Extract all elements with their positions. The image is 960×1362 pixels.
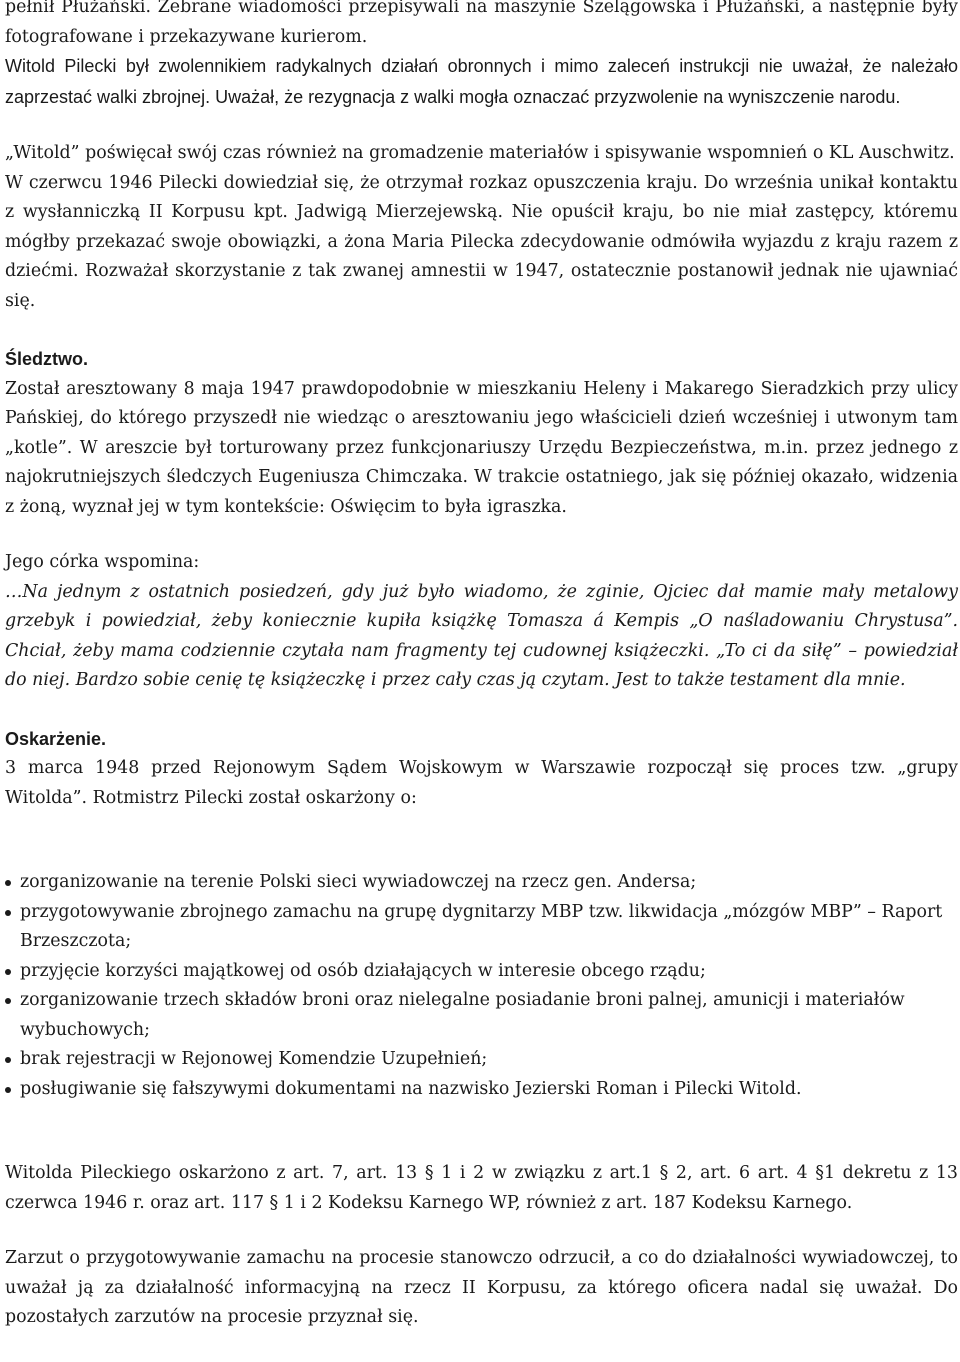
list-item: posługiwanie się fałszywymi dokumentami na nazwisko Jezierski Roman i Pilecki Witold. xyxy=(5,1075,958,1105)
text-resignation: Uważał, że rezygnacja z walki mogła oznaczać przyzwolenie na wyniszczenie narodu. xyxy=(210,86,901,107)
text-pilecki-radical: Witold Pilecki był zwolennikiem radykalnych działań obronnych i mimo zaleceń instrukcji nie uważał, że należało zaprzestać walki zbrojnej. xyxy=(5,56,958,107)
heading-indictment: Oskarżenie. xyxy=(5,728,107,749)
text-amnesty: Rozważał skorzystanie z tak zwanej amnestii w 1947, ostatecznie postanowił jednak nie ujawniać się. xyxy=(5,261,958,311)
spacer xyxy=(5,1218,958,1244)
list-item: przygotowywanie zbrojnego zamachu na grupę dygnitarzy MBP tzw. likwidacja „mózgów MBP” – Raport Brzeszczota; xyxy=(5,898,958,957)
paragraph-trial: 3 marca 1948 przed Rejonowym Sądem Wojskowym w Warszawie rozpoczął się proces tzw. „grupy Witolda”. Rotmistrz Pilecki został oskarżony o: xyxy=(5,758,958,808)
spacer xyxy=(5,113,958,139)
paragraph-intro xyxy=(5,0,958,113)
spacer xyxy=(5,696,958,725)
spacer xyxy=(5,316,958,345)
paragraph-order-to-leave xyxy=(5,169,958,317)
document-page xyxy=(5,0,958,1333)
text-june-1946: W czerwcu 1946 Pilecki dowiedział się, że otrzymał rozkaz opuszczenia kraju. xyxy=(5,172,698,193)
text-until-september: Do września unikał kontaktu z wysłanniczką II Korpusu kpt. Jadwigą Mierzejewską. xyxy=(5,172,958,222)
spacer xyxy=(5,522,958,548)
charges-list xyxy=(5,868,958,1104)
list-item: brak rejestracji w Rejonowej Komendzie Uzupełnień; xyxy=(5,1045,958,1075)
text-did-not-leave: Nie opuścił kraju, bo nie miał zastępcy, któremu mógłby przekazać swoje obowiązki, a żona Maria Pilecka zdecydowanie odmówiła wyjazdu z kraju razem z dziećmi. xyxy=(5,202,958,281)
paragraph-memoirs: „Witold” poświęcał swój czas również na gromadzenie materiałów i spisywanie wspomnień o KL Auschwitz. xyxy=(5,143,955,163)
list-item: zorganizowanie trzech składów broni oraz nielegalne posiadanie broni palnej, amunicji i materiałów wybuchowych; xyxy=(5,986,958,1045)
daughter-intro: Jego córka wspomina: xyxy=(5,552,200,572)
spacer xyxy=(5,1104,958,1159)
paragraph-articles: Witolda Pileckiego oskarżono z art. 7, art. 13 § 1 i 2 w związku z art.1 § 2, art. 6 art. 4 §1 dekretu z 13 czerwca 1946 r. oraz art. 117 § 1 i 2 Kodeksu Karnego WP, również z art. 187 Kodeksu Karnego. xyxy=(5,1163,958,1213)
daughter-quote: …Na jednym z ostatnich posiedzeń, gdy już było wiadomo, że zginie, Ojciec dał mamie mały metalowy grzebyk i powiedział, żeby koniecznie kupiła książkę Tomasza á Kempis „O naśladowaniu Chrystusa”. Chciał, żeby mama codziennie czytała nam fragmenty tej cudownej książeczki. „To ci da siłę” – powiedział do niej. Bardzo sobie cenię tę książeczkę i przez cały czas ją czytam. Jest to także testament dla mnie. xyxy=(5,581,958,690)
list-item: przyjęcie korzyści majątkowej od osób działających w interesie obcego rządu; xyxy=(5,957,958,987)
spacer xyxy=(5,813,958,868)
list-item: zorganizowanie na terenie Polski sieci wywiadowczej na rzecz gen. Andersa; xyxy=(5,868,958,898)
paragraph-arrest: Został aresztowany 8 maja 1947 prawdopodobnie w mieszkaniu Heleny i Makarego Sieradzkich przy ulicy Pańskiej, do którego przyszedł nie wiedząc o aresztowaniu jego właścicieli dzień wcześniej i utwonym tam „kotle”. W areszcie był torturowany przez funkcjonariuszy Urzędu Bezpieczeństwa, m.in. przez jednego z najokrutniejszych śledczych Eugeniusza Chimczaka. W trakcie ostatniego, jak się później okazało, widzenia z żoną, wyznał jej w tym kontekście: Oświęcim to była igraszka. xyxy=(5,378,958,517)
heading-investigation: Śledztwo. xyxy=(5,349,89,369)
text-typists: pełnił Płużański. Zebrane wiadomości przepisywali na maszynie Szelągowska i Płużański, a następnie były fotografowane i przekazywane kurierom. xyxy=(5,0,958,47)
paragraph-response: Zarzut o przygotowywanie zamachu na procesie stanowczo odrzucił, a co do działalności wywiadowczej, to uważał ją za działalność informacyjną na rzecz II Korpusu, za którego oficera nadal się uważał. Do pozostałych zarzutów na procesie przyznał się. xyxy=(5,1248,958,1327)
